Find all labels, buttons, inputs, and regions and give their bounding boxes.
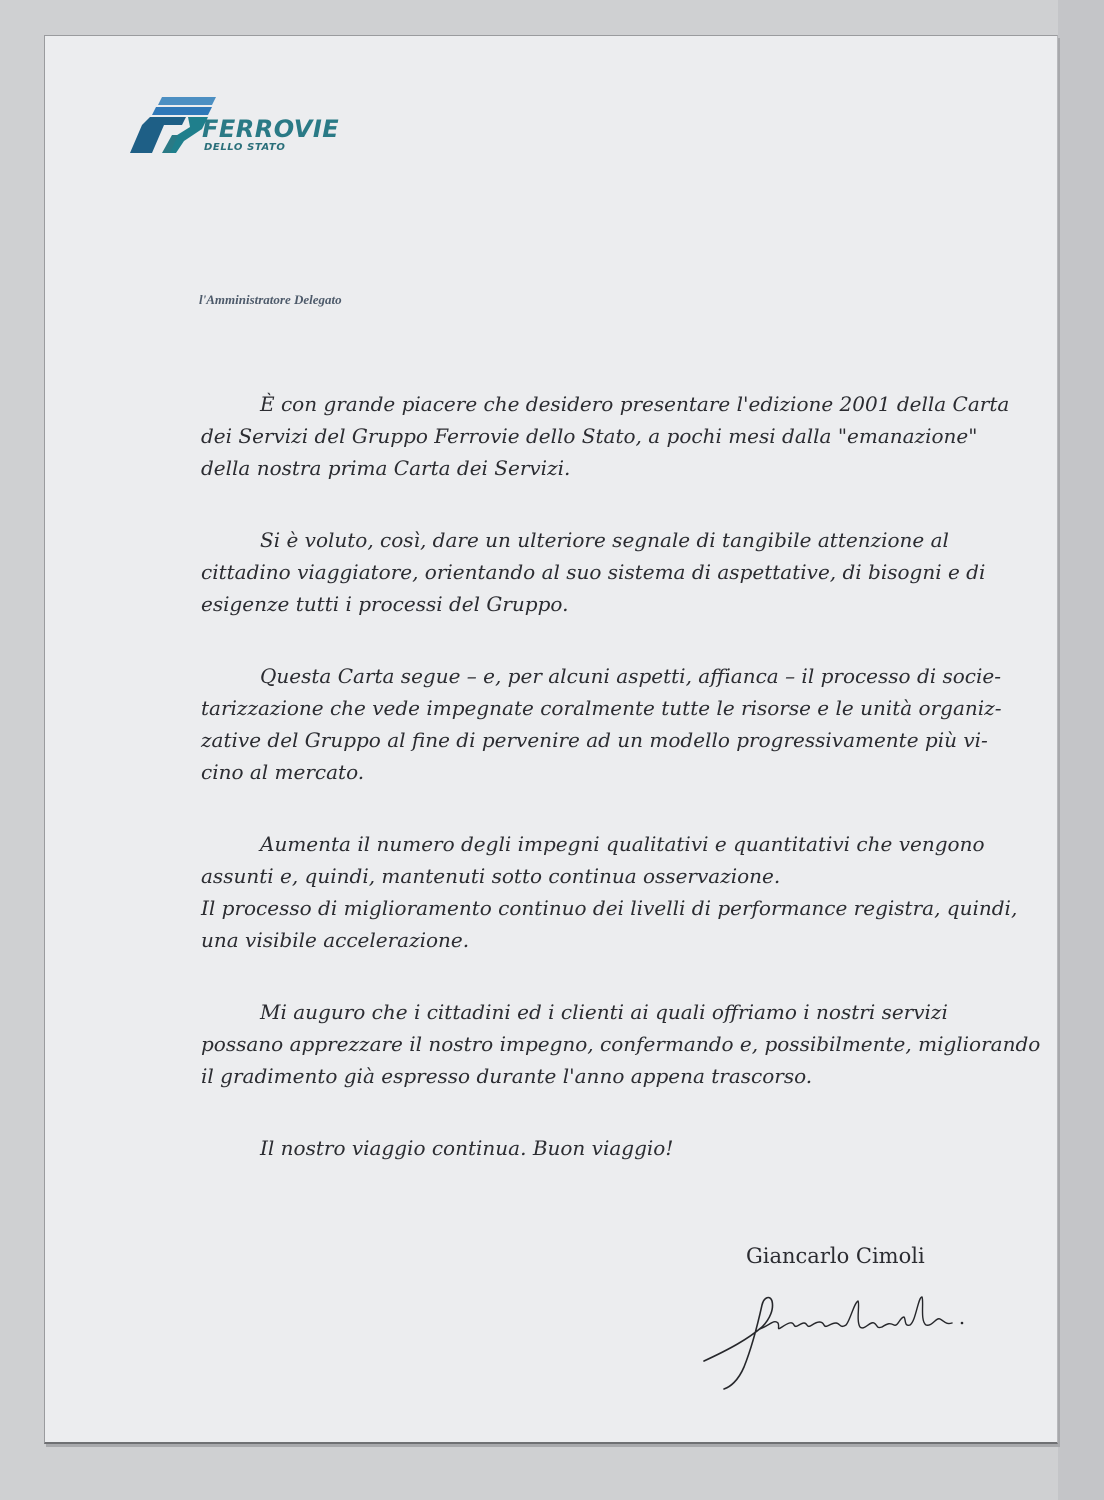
text-line: zative del Gruppo al fine di pervenire ad un modello progressivamente più vi- — [201, 728, 988, 752]
text-line: Aumenta il numero degli impegni qualitativi e quantitativi che vengono — [260, 832, 985, 856]
text-line: È con grande piacere che desidero presentare l'edizione 2001 della Carta — [260, 392, 1010, 416]
text-line: esigenze tutti i processi del Gruppo. — [201, 592, 569, 616]
text-line: Il processo di miglioramento continuo dei livelli di performance registra, quindi, — [201, 896, 1018, 920]
text-line: dei Servizi del Gruppo Ferrovie dello Stato, a pochi mesi dalla "emanazione" — [201, 424, 978, 448]
paragraph — [201, 660, 1021, 788]
logo-subtitle: DELLO STATO — [204, 142, 286, 153]
text-line: assunti e, quindi, mantenuti sotto continua osservazione. — [201, 864, 781, 888]
paragraph — [201, 828, 1021, 956]
signer-name: Giancarlo Cimoli — [746, 1244, 925, 1268]
text-line: cino al mercato. — [201, 760, 365, 784]
paragraph — [201, 388, 1021, 484]
letter-body — [201, 388, 1041, 1204]
text-line: tarizzazione che vede impegnate coralmente tutte le risorse e le unità organiz- — [201, 696, 1002, 720]
text-line: della nostra prima Carta dei Servizi. — [201, 456, 571, 480]
paragraph — [201, 524, 1021, 620]
sender-role: l'Amministratore Delegato — [199, 292, 342, 307]
text-line: il gradimento già espresso durante l'anno appena trascorso. — [201, 1064, 813, 1088]
logo-wordmark: FERROVIE — [202, 115, 340, 143]
text-line: una visibile accelerazione. — [201, 928, 470, 952]
paragraph — [201, 996, 1041, 1092]
text-line: possano apprezzare il nostro impegno, confermando e, possibilmente, migliorando — [201, 1032, 1041, 1056]
handwritten-signature-icon — [700, 1283, 980, 1393]
background-strip — [1058, 0, 1104, 1500]
text-line: Si è voluto, così, dare un ulteriore segnale di tangibile attenzione al — [260, 528, 949, 552]
text-line: Il nostro viaggio continua. Buon viaggio! — [260, 1136, 674, 1160]
text-line: Questa Carta segue – e, per alcuni aspetti, affianca – il processo di socie- — [260, 664, 1001, 688]
text-line: cittadino viaggiatore, orientando al suo sistema di aspettative, di bisogni e di — [201, 560, 986, 584]
paragraph — [201, 1132, 1021, 1164]
text-line: Mi auguro che i cittadini ed i clienti ai quali offriamo i nostri servizi — [260, 1000, 948, 1024]
